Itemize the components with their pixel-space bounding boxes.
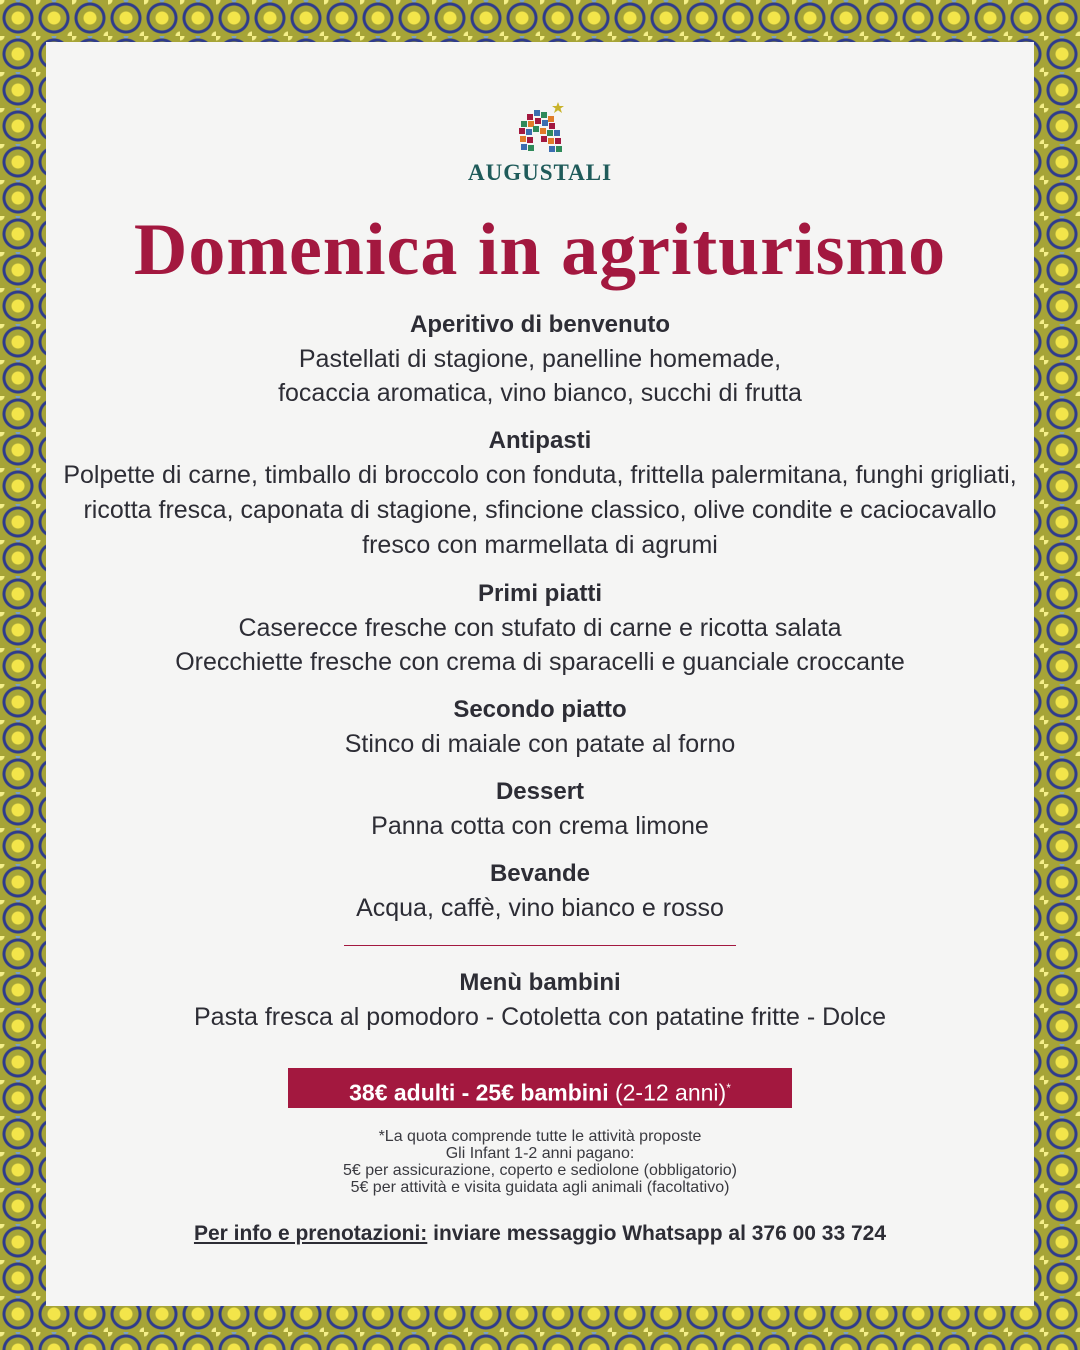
- note-line: 5€ per assicurazione, coperto e sediolone (obbligatorio): [342, 1162, 737, 1179]
- price-notes: [46, 1128, 1034, 1196]
- section-title: Menù bambini: [459, 969, 621, 996]
- menu-section-primi: [46, 577, 1034, 679]
- logo: [46, 100, 1034, 186]
- price-mark: *: [726, 1081, 731, 1095]
- menu-list: [46, 308, 1034, 1048]
- page-title: Domenica in agriturismo: [133, 209, 947, 291]
- menu-card: [46, 42, 1034, 1306]
- price-main: 38€ adulti - 25€ bambini: [349, 1079, 609, 1106]
- brand-name: AUGUSTALI: [467, 160, 613, 185]
- note-line: 5€ per attività e visita guidata agli animali (facoltativo): [350, 1179, 730, 1196]
- contact-label: Per info e prenotazioni:: [193, 1222, 428, 1245]
- menu-section-bambini: [46, 966, 1034, 1034]
- section-line: Orecchiette fresche con crema di sparacelli e guanciale croccante: [175, 648, 905, 676]
- section-line: focaccia aromatica, vino bianco, succhi di frutta: [278, 379, 802, 407]
- section-title: Aperitivo di benvenuto: [409, 311, 670, 338]
- section-title: Secondo piatto: [453, 696, 627, 723]
- section-title: Primi piatti: [477, 580, 603, 607]
- section-line: Panna cotta con crema limone: [371, 812, 709, 840]
- section-line: Stinco di maiale con patate al forno: [344, 730, 736, 758]
- note-line: *La quota comprende tutte le attività proposte: [378, 1128, 702, 1145]
- section-paragraph: Polpette di carne, timballo di broccolo con fonduta, frittella palermitana, funghi grigliati, ricotta fresca, caponata di stagione, sfincione classico, olive condite e caciocavallo fresco con marmellata di agrumi: [63, 461, 1017, 559]
- contact-text: inviare messaggio Whatsapp al 376 00 33 724: [427, 1222, 887, 1245]
- contact-info: [46, 1222, 1034, 1246]
- menu-section-secondo: [46, 693, 1034, 761]
- section-line: Acqua, caffè, vino bianco e rosso: [356, 894, 724, 922]
- divider: [344, 945, 736, 946]
- section-line: Pastellati di stagione, panelline homemade,: [298, 345, 782, 373]
- section-title: Bevande: [489, 860, 591, 887]
- menu-section-aperitivo: [46, 308, 1034, 410]
- menu-section-dessert: [46, 775, 1034, 843]
- note-line: Gli Infant 1-2 anni pagano:: [445, 1145, 635, 1162]
- section-line: Pasta fresca al pomodoro - Cotoletta con patatine fritte - Dolce: [193, 1003, 887, 1031]
- price-banner: [288, 1068, 792, 1108]
- menu-section-antipasti: [46, 424, 1034, 563]
- section-title: Antipasti: [488, 427, 592, 454]
- section-line: Caserecce fresche con stufato di carne e ricotta salata: [238, 614, 842, 642]
- menu-section-bevande: [46, 857, 1034, 925]
- price-ages: (2-12 anni): [614, 1079, 727, 1106]
- mosaic-logo-icon: [513, 100, 567, 156]
- section-title: Dessert: [495, 778, 585, 805]
